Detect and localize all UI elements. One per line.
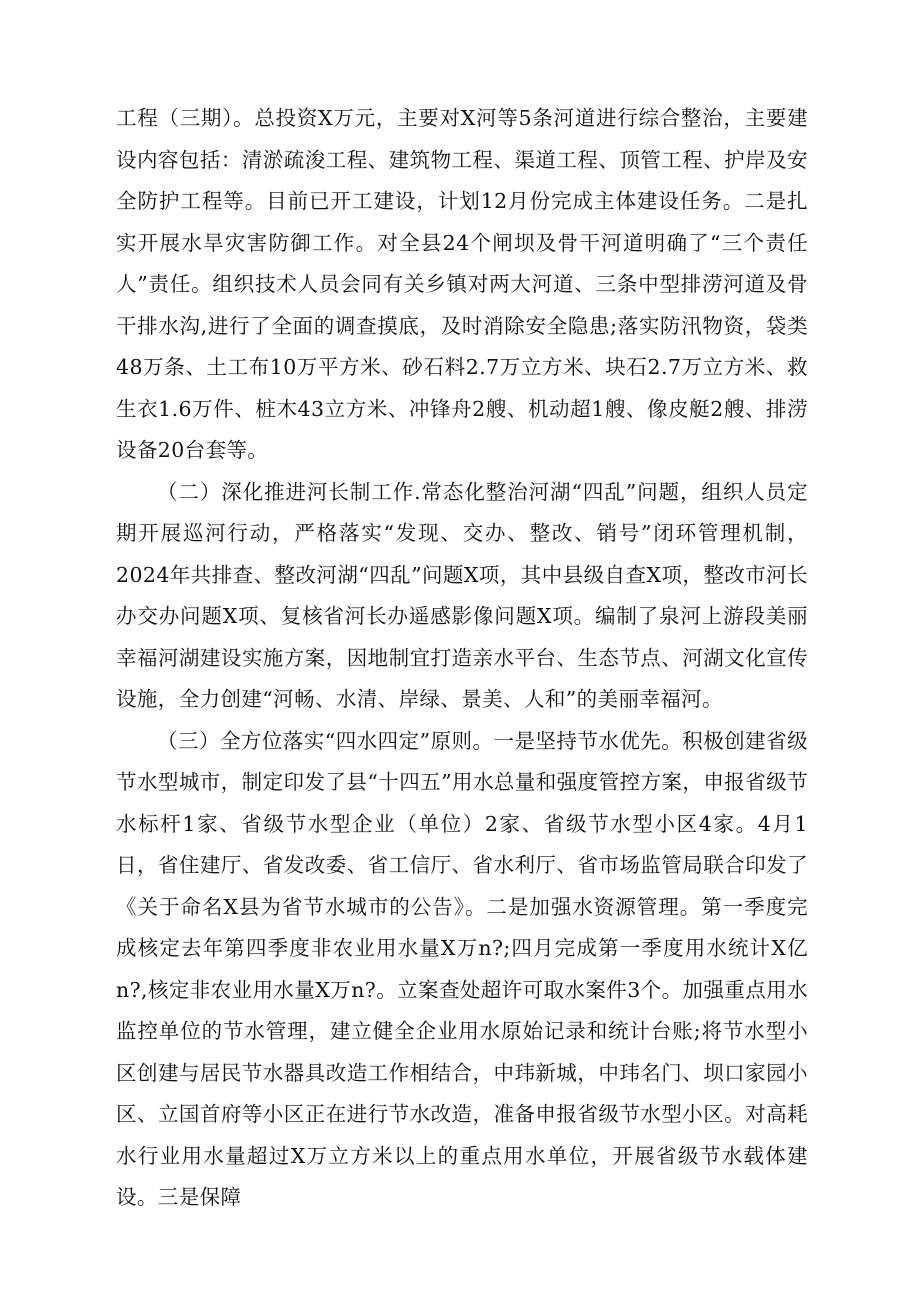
paragraph-flood-control: 工程（三期）。总投资X万元，主要对X河等5条河道进行综合整治，主要建设内容包括：清淤疏浚工程、建筑物工程、渠道工程、顶管工程、护岸及安全防护工程等。目前已开工建设，计划12月份完成主体建设任务。二是扎实开展水旱灾害防御工作。对全县24个闸坝及骨干河道明确了“三个责任人”责任。组织技术人员会同有关乡镇对两大河道、三条中型排涝河道及骨干排水沟,进行了全面的调查摸底，及时消除安全隐患;落实防汛物资，袋类48万条、土工布10万平方米、砂石料2.7万立方米、块石2.7万立方米、救生衣1.6万件、桩木43立方米、冲锋舟2艘、机动超1艘、像皮艇2艘、排涝设备20台套等。	[116, 106, 808, 462]
paragraph-water-conservation: （三）全方位落实“四水四定”原则。一是坚持节水优先。积极创建省级节水型城市，制定印发了县“十四五”用水总量和强度管控方案，申报省级节水标杆1家、省级节水型企业（单位）2家、省级节水型小区4家。4月1日，省住建厅、省发改委、省工信厅、省水利厅、省市场监管局联合印发了《关于命名X县为省节水城市的公告》。二是加强水资源管理。第一季度完成核定去年第四季度非农业用水量X万n?;四月完成第一季度用水统计X亿n?,核定非农业用水量X万n?。立案查处超许可取水案件3个。加强重点用水监控单位的节水管理，建立健全企业用水原始记录和统计台账;将节水型小区创建与居民节水器具改造工作相结合，中玮新城，中玮名门、坝口家园小区、立国首府等小区正在进行节水改造，准备申报省级节水型小区。对高耗水行业用水量超过X万立方米以上的重点用水单位，开展省级节水载体建设。三是保障	[116, 728, 808, 1209]
paragraph-river-chief-system: （二）深化推进河长制工作.常态化整治河湖“四乱”问题，组织人员定期开展巡河行动，严格落实“发现、交办、整改、销号”闭环管理机制，2024年共排查、整改河湖“四乱”问题X项，其中县级自查X项，整改市河长办交办问题X项、复核省河长办遥感影像问题X项。编制了泉河上游段美丽幸福河湖建设实施方案，因地制宜打造亲水平台、生态节点、河湖文化宣传设施，全力创建“河畅、水清、岸绿、景美、人和”的美丽幸福河。	[116, 479, 808, 711]
document-body	[116, 98, 808, 1219]
